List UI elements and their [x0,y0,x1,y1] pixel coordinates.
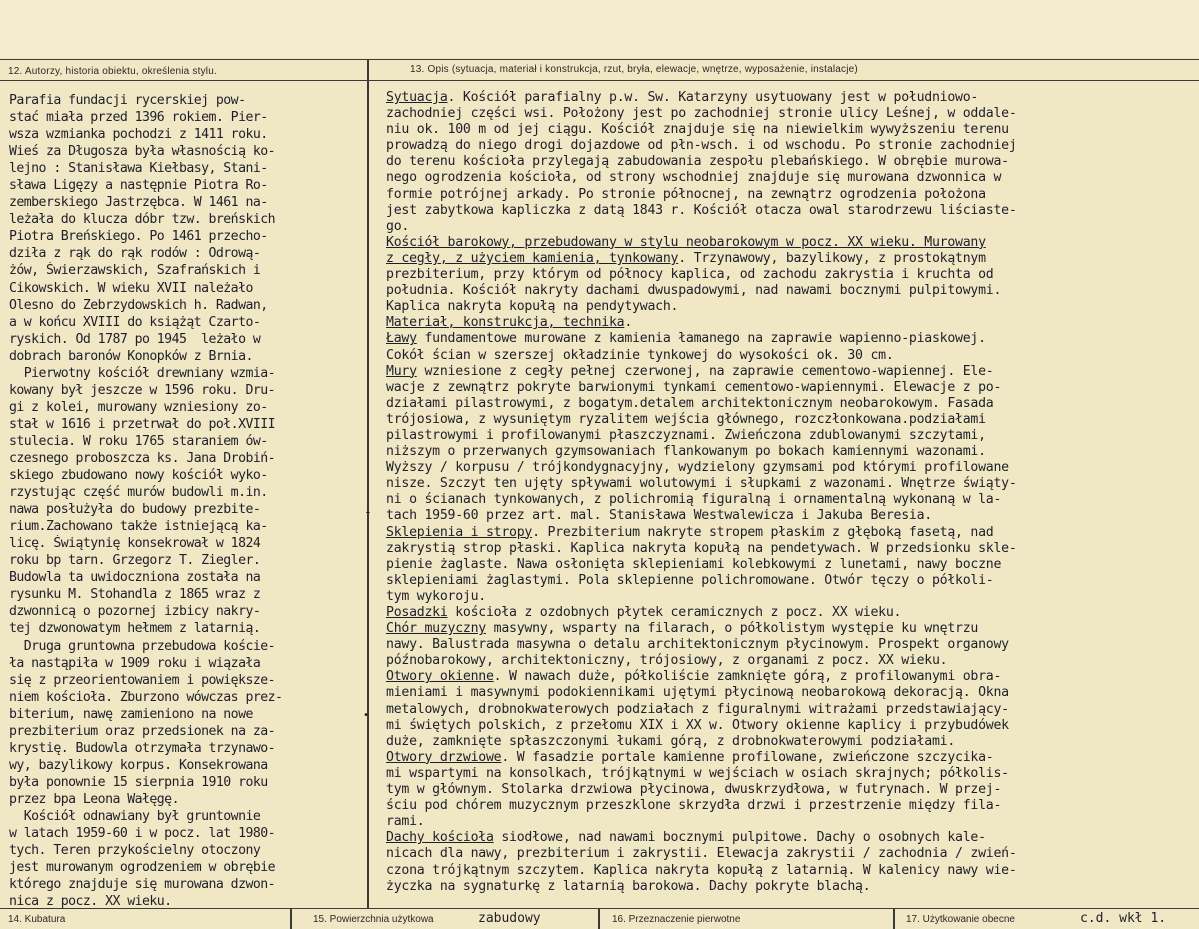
history-line: Druga gruntowna przebudowa koście- [9,638,276,654]
description-line [386,428,1196,444]
history-line: ła nastąpiła w 1909 roku i wiązała [9,655,261,671]
description-line [386,798,1196,814]
line-text: tym wykoroju. [386,588,486,604]
line-text: mi świętych polskich, z przełomu XIX i XX w. Otwory okienne kaplicy i przybudówek [386,717,1009,733]
description-line [386,653,1196,669]
line-text: późnobarokowy, architektoniczny, trójosiowy, z organami z pocz. XX wieku. [386,653,948,669]
history-line: Olesno do Zebrzydowskich h. Radwan, [9,297,268,313]
line-text: . Prezbiterium nakryte stropem płaskim z głęboką fasetą, nad [532,524,994,540]
line-text: nawy. Balustrada masywna o detalu architektonicznym płycinowym. Prospekt organowy [386,637,1009,653]
section-16-label: 16. Przeznaczenie pierwotne [612,914,741,925]
section-heading: z cegły, z użyciem kamienia, tynkowany [386,250,679,266]
line-text: . Trzynawowy, bazylikowy, z prostokątnym [678,250,986,266]
history-line: dobrach baronów Konopków z Brnia. [9,348,253,364]
description-line [386,170,1196,186]
line-text: siodłowe, nad nawami bocznymi pulpitowe. Dachy o osobnych kale- [493,830,986,846]
description-line [386,122,1196,138]
history-line: tej dzwonowatym hełmem z latarnią. [9,621,261,637]
history-line: przez bpa Leona Wałęgę. [9,791,179,807]
line-text: niu ok. 100 m od jej ciągu. Kościół znajduje się na niewielkim wywyższeniu terenu [386,122,1009,138]
line-text: prowadzą do niego drogi dojazdowe od płn-wsch. i od wschodu. Po stronie zachodniej [386,138,1017,154]
description-line [386,476,1196,492]
line-text: metalowych, drobnokwaterowych podziałach z figuralnymi witrażami przedstawiający- [386,701,1009,717]
line-text: mi wspartymi na konsolkach, trójkątnymi w wejściach w osiach skrajnych; półkolis- [386,765,1009,781]
history-line: stulecia. W roku 1765 staraniem ów- [9,433,268,449]
history-line: jest murowanym ogrodzeniem w obrębie [9,860,276,876]
description-line [386,541,1196,557]
description-line [386,331,1196,347]
line-text: Kaplica nakryta kopułą na pendytywach. [386,299,679,315]
line-text: kościoła z ozdobnych płytek ceramicznych z pocz. XX wieku. [447,605,902,620]
section-12-header: 12. Autorzy, historia obiektu, określenia stylu. [8,66,217,77]
top-rule [0,59,1199,60]
description-line [386,637,1196,653]
description-line [386,380,1196,396]
section-heading: Posadzki [386,605,448,620]
line-text: tym w głównym. Stolarka drzwiowa płycinowa, dwuskrzydłowa, w futrynach. W przej- [386,782,1002,798]
description-line [386,766,1196,782]
history-line: Wieś za Długosza była własnością ko- [9,144,276,160]
line-text: Cokół ścian w szerszej okładzinie tynkowej do wysokości ok. 30 cm. [386,347,894,363]
line-text: tach 1959-60 przez art. mal. Stanisława Westwalewicza i Jakuba Beresia. [386,508,932,524]
line-text: rami. [386,814,425,830]
history-line: Cikowskich. W wieku XVII należało [9,280,253,296]
description-line [386,396,1196,412]
description-line [386,669,1196,685]
description-line [386,106,1196,122]
history-line: a w końcu XVIII do książąt Czarto- [9,314,261,330]
section-heading: Sklepienia i stropy [386,524,533,540]
history-line: w latach 1959-60 i w pocz. lat 1980- [9,826,276,842]
description-line [386,315,1196,331]
header-rule [0,80,1199,81]
description-line [386,444,1196,460]
section-heading: Chór muzyczny [386,621,486,637]
history-line: skiego zbudowano nowy kościół wyko- [9,468,268,484]
description-line [386,219,1196,235]
description-line [386,734,1196,750]
history-line: leżała do klucza dóbr tzw. breńskich [9,212,276,228]
description-line [386,605,1196,621]
line-text: zachodniej części wsi. Położony jest po zachodniej stronie ulicy Leśnej, w oddale- [386,106,1017,122]
history-line: stać miała przed 1396 rokiem. Pier- [9,110,268,126]
history-line: wsza wzmianka pochodzi z 1411 roku. [9,127,268,143]
description-line [386,814,1196,830]
history-line: niem kościoła. Zburzono wówczas prez- [9,689,283,705]
description-line [386,251,1196,267]
description-line [386,154,1196,170]
line-text: do terenu kościoła przylegają zabudowania zespołu plebańskiego. W obrębie murowa- [386,154,1009,170]
description-line [386,718,1196,734]
history-line: gi z kolei, murowany wzniesiony zo- [9,399,268,415]
description-line [386,412,1196,428]
history-line: licę. Świątynię konsekrował w 1824 [9,536,261,552]
description-line [386,460,1196,476]
history-line: rzystując część murów budowli m.in. [9,485,268,501]
continued-note: c.d. wkł 1. [1080,911,1167,926]
line-text: jest zabytkowa kapliczka z datą 1843 r. Kościół otacza owal starodrzewu liściaste- [386,202,1017,218]
section-heading: Sytuacja [386,90,448,105]
history-line: wy, bazylikowy korpus. Konsekrowana [9,757,268,773]
history-line: rium.Zachowano także istniejącą ka- [9,519,268,535]
description-line [386,830,1196,846]
history-line: kowany był jeszcze w 1596 roku. Dru- [9,382,276,398]
history-line: żów, Świerzawskich, Szafrańskich i [9,263,261,279]
line-text: południa. Kościół nakryty dachami dwuspadowymi, nad nawami bocznymi pulpitowymi. [386,283,1002,299]
history-line: Pierwotny kościół drewniany wzmia- [9,365,276,381]
description-line [386,589,1196,605]
line-text: prezbiterium, przy którym od północy kaplica, od zachodu zakrystia i kruchta od [386,267,994,283]
section-heading: Mury [386,363,417,379]
section-heading: Dachy kościoła [386,830,494,846]
description-line [386,525,1196,541]
margin-dot-mark: • [363,710,370,721]
line-text: niższym o przerwanych gzymsowaniach flankowanym po bokach kamiennymi wazonami. [386,444,986,460]
history-line: się z przeorientowaniem i powiększe- [9,672,276,688]
section-15-value: zabudowy [478,911,541,926]
history-line: roku bp tarn. Grzegorz T. Ziegler. [9,553,261,569]
line-text: mieniami i masywnymi podokiennikami ujętymi płycinową neobarokową dekoracją. Okna [386,685,1009,701]
section-heading: Ławy [386,331,417,347]
line-text: duże, zamknięte spłaszczonymi łukami górą, z drobnokwaterowymi podziałami. [386,733,956,749]
footer-divider-3 [893,908,895,929]
line-text: działami pilastrowymi, z bogatym.detalem architektonicznym neobarokowym. Fasada [386,395,994,411]
description-line [386,138,1196,154]
history-line: lejno : Stanisława Kiełbasy, Stani- [9,161,268,177]
description-line [386,187,1196,203]
history-line: nawa posłużyła do budowy prezbite- [9,502,261,518]
description-line [386,267,1196,283]
section-heading: Otwory drzwiowe [386,749,502,765]
description-line [386,621,1196,637]
margin-dash-mark: - [364,505,372,520]
line-text: nego ogrodzenia kościoła, od strony wschodniej znajduje się murowana dzwonnica w [386,170,1002,186]
line-text: . [624,315,633,331]
description-line [386,508,1196,524]
history-line: Parafia fundacji rycerskiej pow- [9,93,246,108]
description-line [386,492,1196,508]
column-divider [367,59,369,909]
description-line [386,846,1196,862]
history-line: dziła z rąk do rąk rodów : Odrową- [9,246,261,262]
line-text: nisze. Szczyt ten ujęty spływami wolutowymi i słupkami z wazonami. Wnętrze świąty- [386,476,1017,492]
history-line: którego znajduje się murowana dzwon- [9,877,276,893]
line-text: pienie żaglaste. Nawa osłonięta sklepieniami kolebkowymi z lunetami, nawy boczne [386,556,1002,572]
description-line [386,364,1196,380]
line-text: zakrystią strop płaski. Kaplica nakryta kopułą na pendetywach. W przedsionku skle- [386,540,1017,556]
history-line: rysunku M. Stohandla z 1865 wraz z [9,587,261,603]
description-line [386,90,1196,106]
history-line: nica z pocz. XX wieku. [9,894,172,910]
line-text: . W fasadzie portale kamienne profilowane, zwieńczone szczycika- [501,749,994,765]
history-line: krystię. Budowla otrzymała trzynawo- [9,740,276,756]
section-17-label: 17. Użytkowanie obecne [906,914,1015,925]
history-line: tych. Teren przykościelny otoczony [9,843,261,859]
line-text: życzka na sygnaturkę z latarnią barokowa. Dachy pokryte blachą. [386,878,871,894]
section-heading: Materiał, konstrukcja, technika [386,315,625,331]
description-line [386,573,1196,589]
footer-divider-2 [598,908,600,929]
description-line [386,782,1196,798]
section-15-label: 15. Powierzchnia użytkowa [313,914,434,925]
line-text: . W nawach duże, półkoliście zamknięte górą, z profilowanymi obra- [493,669,1002,685]
history-line: zemberskiego Jastrzębca. W 1461 na- [9,195,268,211]
history-line: była ponownie 15 sierpnia 1910 roku [9,774,268,790]
description-line [386,685,1196,701]
description-line [386,702,1196,718]
line-text: formie potrójnej arkady. Po stronie północnej, na zewnątrz ogrodzenia położona [386,186,986,202]
history-line: ryskich. Od 1787 po 1945 leżało w [9,331,261,347]
line-text: czona trójkątnym szczytem. Kaplica nakryta kopułą z latarnią. W kalenicy nawy wie- [386,862,1017,878]
line-text: nicach dla nawy, prezbiterium i zakrystii. Elewacja zakrystii / zachodnia / zwień- [386,846,1017,862]
history-line: Budowla ta uwidoczniona została na [9,570,261,586]
line-text: masywny, wsparty na filarach, o półkolistym występie ku wnętrzu [485,621,979,637]
section-heading: Kościół barokowy, przebudowany w stylu neobarokowym w pocz. XX wieku. Murowany [386,234,986,250]
line-text: fundamentowe murowane z kamienia łamanego na zaprawie wapienno-piaskowej. [416,331,986,347]
section-14-label: 14. Kubatura [8,914,66,925]
line-text: trójosiowa, z wysuniętym ryzalitem wejścia głównego, rozczłonkowana.podziałami [386,411,986,427]
line-text: sklepieniami żaglastymi. Pola sklepienne polichromowane. Otwór tęczy o półkoli- [386,572,994,588]
description-line [386,750,1196,766]
description-line [386,203,1196,219]
line-text: Wyższy / korpusu / trójkondygnacyjny, wydzielony gzymsami pod którymi profilowane [386,460,1009,476]
top-band [0,0,1199,58]
line-text: wacje z zewnątrz pokryte barwionymi tynkami cementowo-wapiennymi. Elewacje z po- [386,379,1002,395]
description-line [386,863,1196,879]
history-line: czesnego proboszcza ks. Jana Drobiń- [9,450,276,466]
description-line [386,557,1196,573]
section-heading: Otwory okienne [386,669,494,685]
history-line: sława Ligęzy a następnie Piotra Ro- [9,178,268,194]
history-line: Kościół odnawiany był gruntownie [9,808,261,824]
section-13-header: 13. Opis (sytuacja, materiał i konstrukcja, rzut, bryła, elewacje, wnętrze, wyposażenie, instalacje) [410,64,858,75]
description-line [386,299,1196,315]
history-line: stał w 1616 i przetrwał do poł.XVIII [9,416,276,432]
line-text: pilastrowymi i profilowanymi płaszczyznami. Zwieńczona zdublowanymi szczytami, [386,427,986,443]
description-line [386,235,1196,251]
history-line: prezbiterium oraz przedsionek na za- [9,723,276,739]
history-line: dzwonnicą o pozornej izbicy nakry- [9,604,261,620]
line-text: wzniesione z cegły pełnej czerwonej, na zaprawie cementowo-wapiennej. Ele- [416,363,994,379]
line-text: ni o ścianach tynkowanych, z polichromią figuralną i ornamentalną wykonaną w la- [386,492,1002,508]
description-line [386,879,1196,895]
description-text-column [386,90,1196,895]
line-text: . Kościół parafialny p.w. Św. Katarzyny usytuowany jest w południowo- [447,90,979,105]
description-line [386,348,1196,364]
footer-divider-1 [290,908,292,929]
history-line: Piotra Breńskiego. Po 1461 przecho- [9,229,268,245]
description-line [386,283,1196,299]
history-line: biterium, nawę zamieniono na nowe [9,706,253,722]
history-text-column [9,92,365,910]
line-text: ściu pod chórem muzycznym przeszklone skrzydła drzwi i przestrzenie między fila- [386,798,1002,814]
line-text: go. [386,218,410,234]
